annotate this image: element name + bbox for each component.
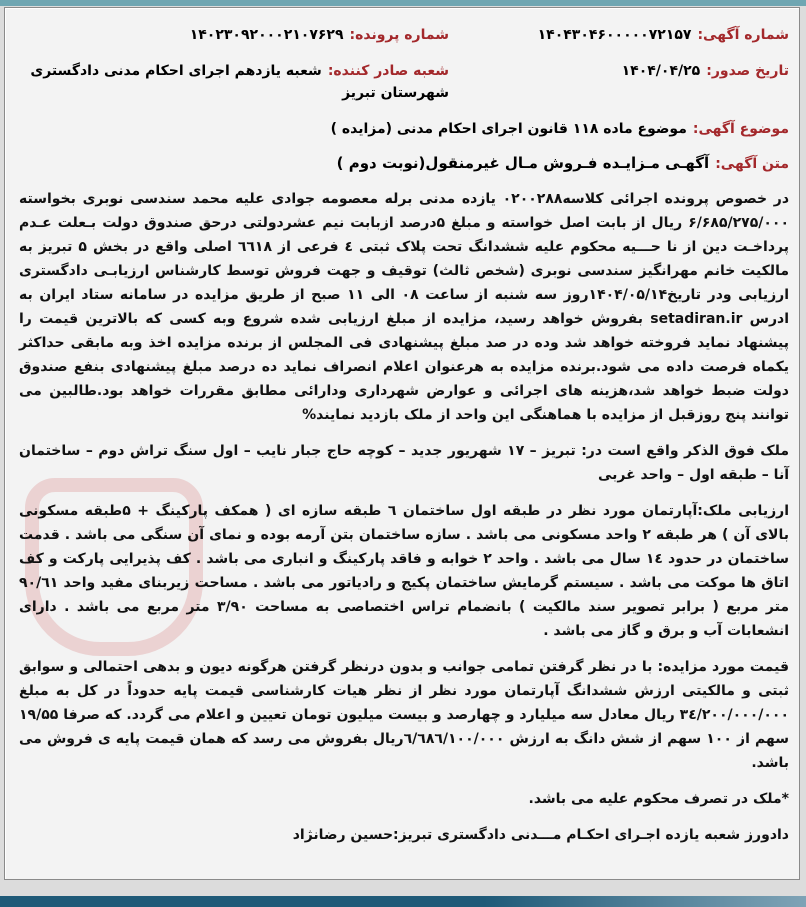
occupancy-note: *ملک در تصرف محکوم علیه می باشد.	[528, 791, 789, 807]
issuing-branch-label: شعبه صادر کننده:	[327, 63, 449, 79]
case-number-label: شماره پرونده:	[349, 27, 449, 43]
ad-text-field	[19, 152, 789, 175]
ad-detail-panel	[4, 7, 800, 880]
ad-text-label: متن آگهی:	[715, 156, 789, 172]
taskbar	[0, 896, 806, 907]
property-appraisal-paragraph: ارزیابی ملک:آپارتمان مورد نظر در طبقه اول ساختمان ٦ طبقه سازه ای ( همکف پارکینگ + ۵طبقه مسکونی بالای آن ) هر طبقه ۲ واحد مسکونی می باشد . سازه ساختمان بتن آرمه بوده و نمای آن سنگی می باشد . قدمت ساختمان در حدود ١٤ سال می باشد . واحد ۲ خوابه و فاقد پارکینگ و انباری می باشد . کف پذیرایی پارکت و کف اتاق ها موکت می باشد . سیستم گرمایش ساختمان پکیج و رادیاتور می باشد . مساحت زیربنای مفید واحد ٩٠/٦١ متر مربع ( برابر تصویر سند مالکیت ) بانضمام تراس اختصاصی به مساحت ۳/۹۰ متر مربع می باشد . دارای انشعابات آب و برق و گاز می باشد .	[19, 503, 789, 639]
ad-number-field	[449, 24, 789, 46]
window-top-bar	[0, 0, 806, 6]
issuing-branch-field	[19, 60, 449, 104]
issue-date-field	[449, 60, 789, 82]
property-address-paragraph: ملک فوق الذکر واقع است در: تبریز – ۱۷ شهریور جدید – کوچه حاج جبار نایب – اول سنگ تراش دوم – ساختمان آنا – طبقه اول – واحد غربی	[19, 443, 789, 483]
case-number-value: ۱۴۰۲۳۰۹۲۰۰۰۲۱۰۷۶۲۹	[189, 27, 344, 43]
ad-number-label: شماره آگهی:	[697, 27, 789, 43]
issuing-branch-value: شعبه یازدهم اجرای احکام مدنی دادگستری شهرستان تبریز	[30, 63, 449, 101]
ad-text-title: آگهـی مـزایـده فـروش مـال غیرمنقول(نوبت دوم )	[336, 154, 710, 172]
header-row-date-branch	[19, 60, 789, 104]
issue-date-label: تاریخ صدور:	[706, 63, 789, 79]
auction-details-paragraph: در خصوص پرونده اجرائی کلاسه۰۲۰۰۲۸۸ یازده مدنی برله معصومه جوادی علیه محمد سندسی نوبری بخواسته ۶/۶۸۵/۲۷۵/۰۰۰ ریال از بابت اصل خواسته و مبلغ ۵درصد ازبابت نیم عشردولتی درحق صندوق دولت بـعلت عـدم پرداخـت دین از نا حـــیه محکوم علیه ششدانگ تحت پلاک ثبتی ٤ فرعی از ٦٦١٨ اصلی واقع در بخش ۵ تبریز به مالکیت خانم مهرانگیز سندسی نوبری (شخص ثالث) توقیف و جهت فروش توسط کارشناس ارزیابـی دادگستری ارزیابی ودر تاریخ۱۴۰۴/۰۵/۱۴روز سه شنبه از ساعت ۰۸ الی ۱۱ صبح از طریق مزایده در سامانه ستاد ایران به ادرس setadiran.ir بفروش خواهد رسید، مزایده از مبلغ ارزیابی شده شروع وبه کسی که بالاترین قیمت را پیشنهاد نماید فروخته خواهد شد وده در صد مبلغ پیشنهادی فی المجلس از برنده مزایده اخذ وبه مابقی حداکثر یکماه فرصت داده می شود.برنده مزایده به هرعنوان اعلام انصراف نماید ده درصد مبلغ پیشنهادی بنفع صندوق دولت ضبط خواهد شد،هزینه های اجرائی و عوارض شهرداری ودارائی مطابق مقررات خواهد بود.طالبین می توانند پنج روزقبل از مزایده با هماهنگی این واحد از ملک بازدید نمایند%	[19, 191, 790, 423]
subject-field	[19, 118, 789, 140]
ad-number-value: ۱۴۰۴۳۰۴۶۰۰۰۰۰۷۲۱۵۷	[537, 27, 692, 43]
signature-line: دادورز شعبه یازده اجـرای احکـام مـــدنی دادگستری تبریز:حسین رضانژاد	[292, 827, 789, 843]
case-number-field	[19, 24, 449, 46]
subject-value: موضوع ماده ۱۱۸ قانون اجرای احکام مدنی (مزایده )	[330, 121, 687, 137]
issue-date-value: ۱۴۰۴/۰۴/۲۵	[621, 63, 701, 79]
header-row-numbers	[19, 24, 789, 46]
subject-label: موضوع آگهی:	[692, 121, 789, 137]
status-area	[0, 880, 806, 896]
auction-price-paragraph: قیمت مورد مزایده: با در نظر گرفتن تمامی جوانب و بدون درنظر گرفتن هرگونه دیون و بدهی احتمالی و سوابق ثبتی و مالکیتی ارزش ششدانگ آپارتمان مورد نظر از نظر هیات کارشناسی قیمت پایه حدوداً در کل به مبلغ ۳٤/۲۰۰/۰۰۰/۰۰۰ ریال معادل سه میلیارد و چهارصد و بیست میلیون تومان تعیین و اعلام می گردد. که صرفا ۱۹/۵۵ سهم از ۱۰۰ سهم از شش دانگ به ارزش ٦/٦٨٦/۱۰۰/۰۰۰ریال بفروش می رسد که همان قیمت پایه ی فروش می باشد.	[19, 659, 789, 771]
